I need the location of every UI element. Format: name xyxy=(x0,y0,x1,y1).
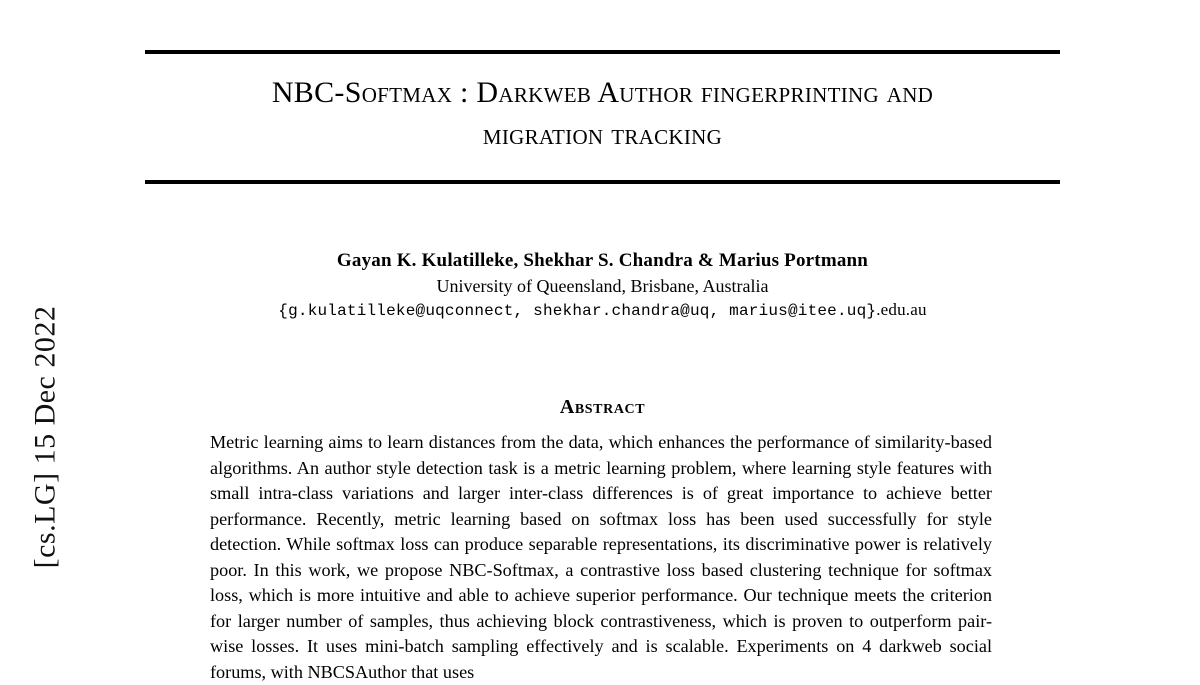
contact-emails xyxy=(150,300,1055,320)
abstract-body xyxy=(210,430,992,685)
contact-emails-suffix: .edu.au xyxy=(876,300,927,319)
contact-emails-mono: {g.kulatilleke@uqconnect, shekhar.chandra@uq, marius@itee.uq} xyxy=(278,302,877,320)
paper-page xyxy=(140,0,1060,682)
abstract-paragraph: Metric learning aims to learn distances from the data, which enhances the performance of similarity-based algorithms. An author style detection task is a metric learning problem, where learning style features with small intra-class variations and larger inter-class differences is of great importance to achieve better performance. Recently, metric learning based on softmax loss has been used successfully for style detection. While softmax loss can produce separable representations, its discriminative power is relatively poor. In this work, we propose NBC-Softmax, a contrastive loss based clustering technique for softmax loss, which is more intuitive and able to achieve superior performance. Our technique meets the criterion for larger number of samples, thus achieving block contrastiveness, which is proven to outperform pair-wise losses. It uses mini-batch sampling effectively and is scalable. Experiments on 4 darkweb social forums, with NBCSAuthor that uses xyxy=(210,432,992,682)
page-title-line-2: migration tracking xyxy=(482,118,723,151)
arxiv-vertical-stamp xyxy=(10,270,80,650)
abstract-heading: Abstract xyxy=(559,396,646,418)
title-rule-top xyxy=(145,50,1060,54)
page-title xyxy=(150,72,1055,156)
author-list: Gayan K. Kulatilleke, Shekhar S. Chandra & Marius Portmann xyxy=(336,250,869,271)
title-rule-bottom xyxy=(145,180,1060,184)
affiliation: University of Queensland, Brisbane, Australia xyxy=(436,276,769,296)
arxiv-stamp-text: [cs.LG] 15 Dec 2022 xyxy=(28,305,62,569)
page-title-line-1: NBC-Softmax : Darkweb Author fingerprinting and xyxy=(271,76,934,109)
